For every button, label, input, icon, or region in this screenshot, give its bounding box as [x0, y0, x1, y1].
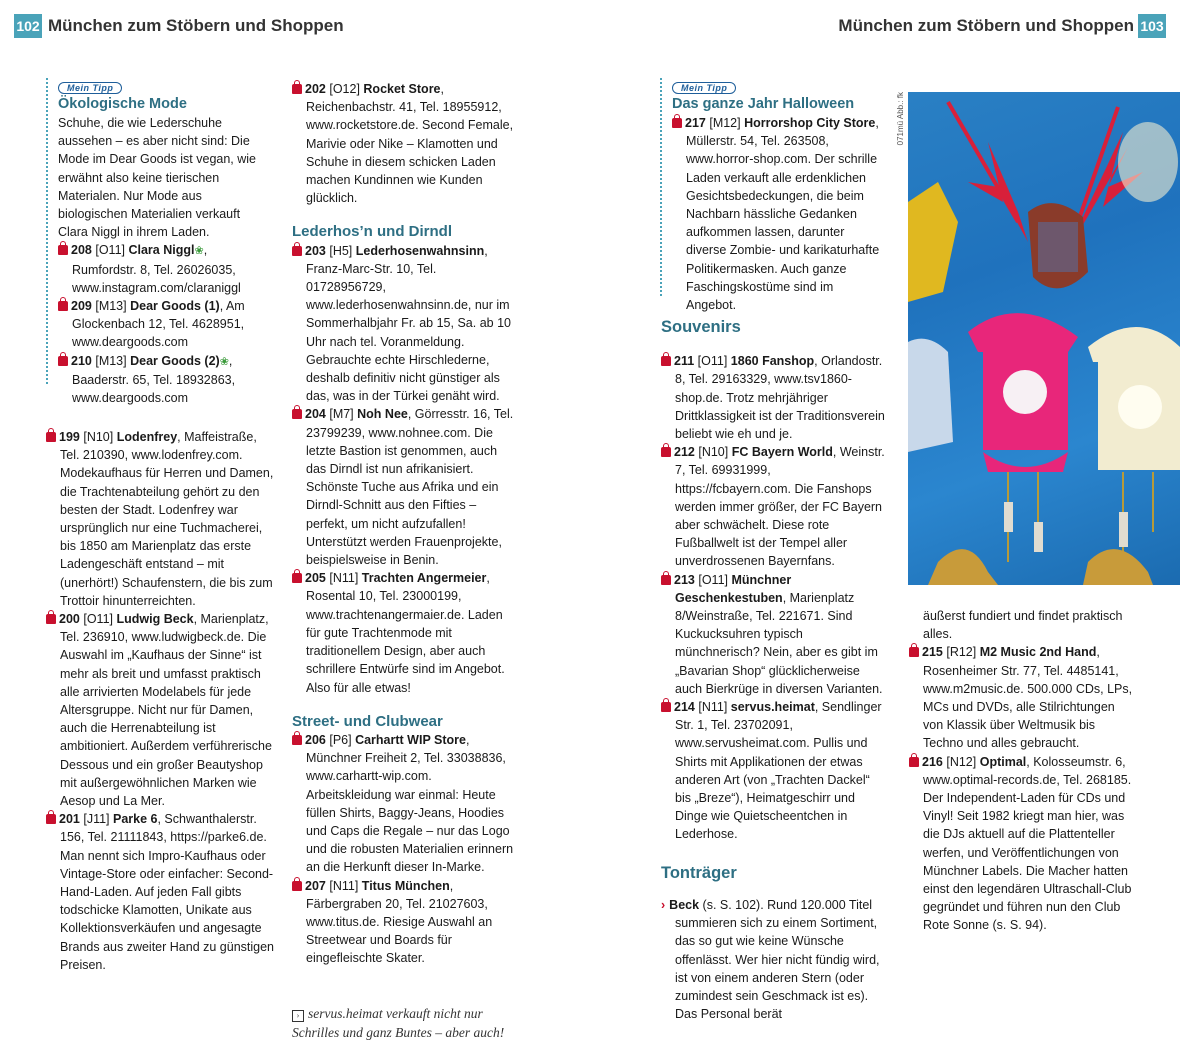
shop-name: Trachten Angermeier: [361, 571, 487, 586]
map-grid-ref: [M7]: [329, 407, 354, 422]
shop-entry-204: [292, 405, 518, 569]
tip-title: Das ganze Jahr Halloween: [672, 96, 855, 112]
tip-box-eco-fashion: [46, 78, 270, 406]
shop-name: M2 Music 2nd Hand: [979, 645, 1097, 660]
shop-entry-203: [292, 242, 518, 406]
shop-name: Dear Goods (2): [130, 353, 220, 368]
entry-number: 206: [305, 732, 326, 747]
shopping-bag-icon: [46, 814, 56, 824]
shop-name: 1860 Fanshop: [730, 354, 815, 369]
entry-number: 210: [71, 353, 92, 368]
shop-name: Optimal: [979, 754, 1027, 769]
map-grid-ref: [N12]: [946, 754, 977, 769]
shopping-bag-icon: [909, 647, 919, 657]
entry-text: , Reichenbachstr. 41, Tel. 18955912, www.rocketstore.de. Second Female, Marivie oder Nike – Klamotten und Schuhe in diesem schicken Laden machen Kundinnen wie Kunden glücklich.: [306, 82, 514, 206]
shop-entry-202: [292, 80, 518, 207]
entry-text: , Weinstr. 7, Tel. 69931999, https://fcbayern.com. Die Fanshops werden immer größer, der FC Bayern aber schwächelt. Diese rote Fußballwelt ist der Tempel aller unverdrossenen Bayernfans.: [675, 445, 885, 569]
map-grid-ref: [O11]: [698, 572, 728, 587]
entry-text: , Marienplatz, Tel. 236910, www.ludwigbeck.de. Die Auswahl im „Kaufhaus der Sinne“ ist mehr als breit und umfasst praktisch alle arrivierten Modelabels für jede Altersgruppe. Nicht nur für Damen, auch die Herrenabteilung ist ambitioniert. Außerdem verführerische Dessous und ein großer Beautyshop mit außergewöhnlichen Marken wie Aesop und La Mer.: [60, 612, 272, 809]
entry-number: 204: [305, 407, 326, 422]
entry-number: 201: [59, 812, 80, 827]
section-streetwear: Street- und Clubwear: [292, 712, 443, 730]
map-grid-ref: [N10]: [698, 445, 729, 460]
shop-name: Dear Goods (1): [130, 299, 220, 314]
shop-entry-209: [58, 297, 270, 352]
map-grid-ref: [M12]: [709, 116, 741, 130]
shop-entry-200: [46, 610, 274, 810]
entry-number: 207: [305, 878, 326, 893]
shop-entry-205: [292, 569, 518, 696]
column-3: [661, 318, 889, 1023]
entry-number: 208: [71, 243, 92, 258]
shopping-bag-icon: [292, 409, 302, 419]
entry-number: 205: [305, 571, 326, 586]
running-head-left: München zum Stöbern und Shoppen: [48, 16, 344, 35]
shop-entry-214: [661, 698, 889, 844]
shop-name: FC Bayern World: [731, 445, 833, 460]
photo-caption-note: › servus.heimat verkauft nicht nur Schrilles und ganz Buntes – aber auch!: [292, 1005, 505, 1040]
map-grid-ref: [M13]: [95, 353, 127, 368]
entry-text: , Münchner Freiheit 2, Tel. 33038836, www.carhartt-wip.com. Arbeitskleidung war einmal: Heute füllen Shirts, Baggy-Jeans, Hoodies und Caps die Regale – nur das Logo und die robusten Materialien erinnern an die Herkunft dieser In-Marke.: [306, 732, 514, 875]
shopping-bag-icon: [46, 432, 56, 442]
map-grid-ref: [O12]: [329, 82, 360, 96]
entry-text: , Schwanthalerstr. 156, Tel. 21111843, https://parke6.de. Man nennt sich Impro-Kaufhaus oder Vintage-Store oder einfacher: Second-Hand-Laden. Auf jeden Fall gibts todschicke Klamotten, Unikate aus Kollektionsverkäufen und angesagte Brands aus zweiter Hand zu günstigen Preisen.: [60, 812, 275, 972]
shop-name: Horrorshop City Store: [744, 116, 876, 130]
shopping-bag-icon: [292, 246, 302, 256]
entry-text: , Färbergraben 20, Tel. 21027603, www.titus.de. Riesige Auswahl an Streetwear und Boards für eingefleischte Skater.: [306, 878, 493, 966]
shop-name: Lederhosenwahnsinn: [355, 243, 485, 258]
entry-text: , Orlandostr. 8, Tel. 29163329, www.tsv1860-shop.de. Trotz mehrjähriger Drittklassigkeit ist der Traditionsverein beliebt wie eh und je.: [675, 354, 885, 442]
shopping-bag-icon: [672, 118, 682, 128]
shopping-bag-icon: [58, 301, 68, 311]
shop-name: Carhartt WIP Store: [355, 732, 466, 747]
map-grid-ref: [N11]: [698, 700, 728, 715]
shop-entry-212: [661, 443, 889, 570]
entry-number: 215: [922, 645, 943, 660]
chevron-right-icon: ›: [661, 897, 666, 912]
shop-name: Noh Nee: [357, 407, 408, 422]
entry-number: 203: [305, 243, 326, 258]
entry-number: 217: [685, 116, 706, 130]
shopping-bag-icon: [58, 356, 68, 366]
cuckoo-clock-illustration: [908, 92, 1180, 585]
map-grid-ref: [O11]: [697, 354, 728, 369]
shop-entry-201: [46, 810, 274, 974]
shop-entry-217: [672, 114, 884, 314]
page-number-left: 102: [14, 14, 42, 38]
shopping-bag-icon: [661, 356, 671, 366]
shop-name: Lodenfrey: [116, 430, 178, 444]
shop-entry-207: [292, 877, 518, 968]
shop-entry-215: [909, 643, 1137, 752]
shop-entry-208: [58, 241, 270, 297]
tip-title: Ökologische Mode: [58, 96, 187, 112]
eco-leaf-icon: ❀: [219, 355, 229, 368]
section-tontraeger: Tonträger: [661, 863, 737, 882]
column-4: [909, 607, 1137, 935]
tip-text: Schuhe, die wie Lederschuhe aussehen – es aber nicht sind: Die Mode im Dear Goods ist vegan, wie erwähnt also keine tierischen Materialen. Nur Mode aus biologischen Materialien verkauft Clara Niggl in ihrem Laden.: [58, 116, 257, 240]
shopping-bag-icon: [46, 614, 56, 624]
shopping-bag-icon: [292, 735, 302, 745]
shop-entry-213: [661, 571, 889, 698]
mein-tipp-badge: Mein Tipp: [672, 82, 736, 94]
map-grid-ref: [J11]: [83, 812, 110, 827]
caption-box-icon: ›: [292, 1010, 304, 1022]
entry-number: 216: [922, 754, 943, 769]
entry-number: 211: [674, 354, 695, 369]
shopping-bag-icon: [292, 84, 302, 94]
entry-text: , Sendlinger Str. 1, Tel. 23702091, www.servusheimat.com. Pullis und Shirts mit Applikationen der etwas anderen Art (von „Trachten Dackel“ bis „Breze“), Heimatgeschirr und Dinge wie Quietscheentchen in Lederhose.: [675, 700, 882, 842]
entry-text: , Rosenheimer Str. 77, Tel. 4485141, www.m2music.de. 500.000 CDs, LPs, MCs und DVDs, alle Stilrichtungen von Klassik über Weltmusik bis Techno und alles gebraucht.: [923, 645, 1133, 751]
entry-text: , Rosental 10, Tel. 23000199, www.trachtenangermaier.de. Laden für gute Trachtenmode mit traditionellem Design, aber auch schrillere Entwürfe sind im Angebot. Also für alle etwas!: [306, 571, 505, 695]
shop-entry-211: [661, 352, 889, 443]
map-grid-ref: [M13]: [95, 299, 127, 314]
mein-tipp-badge: Mein Tipp: [58, 82, 122, 94]
map-grid-ref: [N10]: [83, 430, 114, 444]
entry-text: , Rumfordstr. 8, Tel. 26026035, www.instagram.com/claraniggl: [72, 243, 241, 295]
entry-number: 200: [59, 612, 80, 627]
entry-text: , Franz-Marc-Str. 10, Tel. 01728956729, www.lederhosenwahnsinn.de, nur im Sommerhalbjahr Fr. ab 15, Sa. ab 10 Uhr nach tel. Voranmeldung. Gebrauchte echte Hirschlederne, deshalb definitiv nicht günstiger als das, was in der Türkei genäht wird.: [306, 243, 511, 404]
shop-entry-210: [58, 352, 270, 408]
column-1: [46, 428, 274, 974]
shop-name: Ludwig Beck: [116, 612, 194, 627]
eco-leaf-icon: ❀: [194, 245, 204, 258]
map-grid-ref: [H5]: [329, 243, 353, 258]
shopping-bag-icon: [661, 447, 671, 457]
section-souvenirs: Souvenirs: [661, 318, 741, 336]
shopping-bag-icon: [292, 881, 302, 891]
shop-entry-216: [909, 753, 1137, 935]
map-grid-ref: [O11]: [83, 612, 113, 627]
entry-number: 212: [674, 445, 695, 460]
entry-text: , Baaderstr. 65, Tel. 18932863, www.deargoods.com: [72, 353, 236, 406]
shopping-bag-icon: [909, 757, 919, 767]
shop-entry-206: [292, 731, 518, 877]
photo-credit: 071mü Abb.: fk: [896, 92, 905, 146]
shopping-bag-icon: [292, 573, 302, 583]
continued-text: äußerst fundiert und findet praktisch alles.: [923, 609, 1123, 642]
shop-name: servus.heimat: [730, 700, 815, 715]
entry-text: , Maffeistraße, Tel. 210390, www.lodenfrey.com. Modekaufhaus für Herren und Damen, die Trachtenabteilung gehört zu den besten der Stadt. Lodenfrey war ursprünglich nur eine Tuchmacherei, bis 1850 am Marienplatz das erste Ladengeschäft entstand – mit (unerhört!) Schaufenstern, die bis zum Trottoir hinunterreichten.: [60, 430, 274, 608]
map-grid-ref: [O11]: [95, 243, 125, 258]
shop-name: Clara Niggl: [128, 243, 195, 258]
section-lederhosn: Lederhos’n und Dirndl: [292, 223, 452, 241]
page-number-right: 103: [1138, 14, 1166, 38]
shop-name: Münchner Geschenkestuben: [675, 572, 792, 605]
shop-name: Parke 6: [113, 812, 158, 827]
tip-box-halloween: [660, 78, 884, 313]
shopping-bag-icon: [661, 575, 671, 585]
entry-text: , Görresstr. 16, Tel. 23799239, www.nohnee.com. Die letzte Bastion ist genommen, auch das Dirndl ist nun afrikanisiert. Schönste Tuche aus Afrika und ein Dirndl-Schnitt aus den Fifties – perfekt, um nicht aufzufallen! Unterstützt werden Frauenprojekte, beispielsweise in Benin.: [306, 407, 514, 568]
shopping-bag-icon: [58, 245, 68, 255]
shopping-bag-icon: [661, 702, 671, 712]
beck-entry: › Beck (s. S. 102). Rund 120.000 Titel summieren sich zu einem Sortiment, das so gut wie keine Wünsche offenlässt. Wer hier nicht fündig wird, ist von einem anderen Stern (oder zumindest sein Geschmack ist es). Das Personal berät: [661, 897, 880, 1022]
entry-text: , Kolosseumstr. 6, www.optimal-records.de, Tel. 268185. Der Independent-Laden für CDs und Vinyl! Seit 1982 kriegt man hier, was die DJs aktuell auf die Plattenteller werfen, und Veröffentlichungen von Münchner Labels. Die Macher hatten einst den legendären Ultraschall-Club gegründet und führen nun den Club Rote Sonne (s. S. 94).: [923, 754, 1132, 933]
entry-number: 214: [674, 700, 695, 715]
shop-entry-199: [46, 428, 274, 610]
map-grid-ref: [P6]: [329, 732, 352, 747]
column-2: [292, 80, 518, 1042]
cuckoo-clock-photo: [908, 92, 1180, 585]
entry-number: 199: [59, 430, 80, 444]
map-grid-ref: [N11]: [329, 878, 359, 893]
shop-name: Rocket Store: [363, 82, 441, 96]
entry-number: 209: [71, 299, 92, 314]
entry-number: 202: [305, 82, 326, 96]
map-grid-ref: [R12]: [946, 645, 977, 660]
running-head-right: München zum Stöbern und Shoppen: [838, 16, 1134, 35]
entry-number: 213: [674, 572, 695, 587]
shop-name: Titus München: [361, 878, 450, 893]
entry-text: , Müllerstr. 54, Tel. 263508, www.horror-shop.com. Der schrille Laden verkauft alle erdenklichen Gesichtsbedeckungen, die beim Nachbarn hässliche Gedanken aufkommen lassen, darunter diverse Zombie- und karikaturhafte Politikermasken. Auch ganze Faschingskostüme sind im Angebot.: [686, 116, 880, 313]
entry-text: , Am Glockenbach 12, Tel. 4628951, www.deargoods.com: [72, 299, 245, 350]
map-grid-ref: [N11]: [329, 571, 359, 586]
entry-text: , Marienplatz 8/Weinstraße, Tel. 221671. Sind Kuckucksuhren typisch münchnerisch? Nein, aber es gibt im „Bavarian Shop“ glücklicherweise auch Bierkrüge in diversen Varianten.: [675, 590, 883, 696]
